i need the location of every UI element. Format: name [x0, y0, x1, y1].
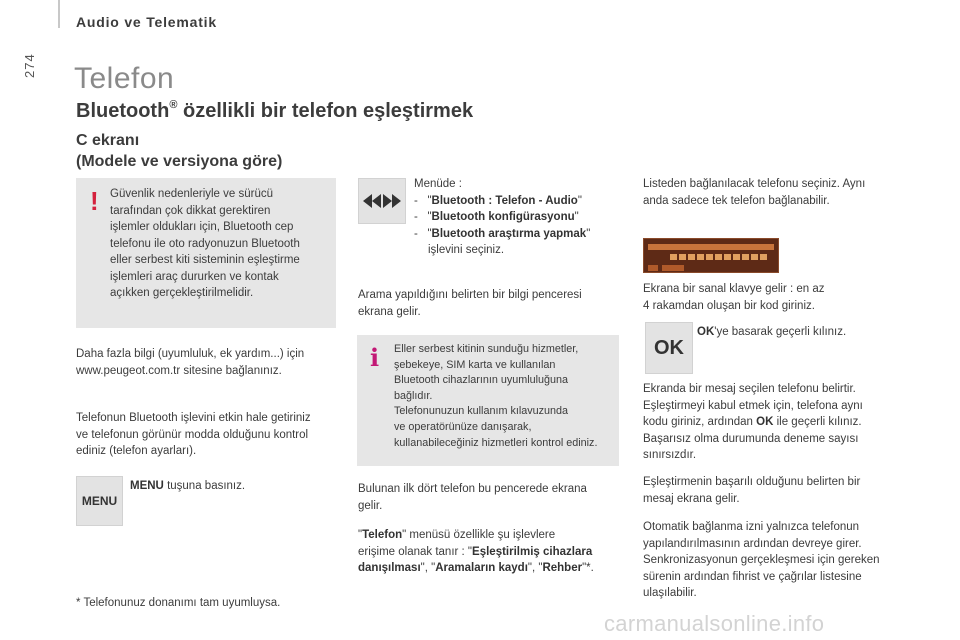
info-box-text: Eller serbest kitinin sunduğu hizmetler, şebekeye, SIM karta ve kullanılan Bluetooth cihazlarının uyumluluğuna bağlıdır. Telefonunuzun kullanım kılavuzunda ve operatörünüze danışarak, kullanabileceğiniz hizmetleri kontrol ediniz.	[394, 343, 598, 449]
side-rule	[58, 0, 60, 28]
success-paragraph: Eşleştirmenin başarılı olduğunu belirten bir mesaj ekrana gelir.	[643, 476, 861, 505]
ok-instruction: OK'ye basarak geçerli kılınız.	[697, 326, 847, 338]
info-paragraph: Daha fazla bilgi (uyumluluk, ek yardım...) için www.peugeot.com.tr sitesine bağlanınız.	[76, 348, 305, 377]
info-icon: i	[370, 343, 380, 372]
auto-connect-paragraph: Otomatik bağlanma izni yalnızca telefonun yapılandırılmasının ardından devreye girer. Senkronizasyonun gerçekleşmesi için gereken sürenin ardından fihrist ve çağrılar listesine ulaşılabilir.	[643, 521, 880, 599]
search-paragraph: Arama yapıldığını belirten bir bilgi penceresi ekrana gelir.	[358, 289, 582, 318]
activate-paragraph: Telefonun Bluetooth işlevini etkin hale getiriniz ve telefonun görünür modda olduğunu kontrol ediniz (telefon ayarları).	[76, 412, 311, 457]
screen-heading: C ekranı (Modele ve versiyona göre)	[76, 132, 283, 170]
watermark: carmanualsonline.info	[604, 611, 825, 636]
message-paragraph: Ekranda bir mesaj seçilen telefonu belirtir. Eşleştirmeyi kabul etmek için, telefona aynı kodu giriniz, ardından OK ile geçerli kılınız. Başarısız olma durumunda deneme sayısı sınırsızdır.	[643, 383, 863, 461]
keyboard-paragraph: Ekrana bir sanal klavye gelir : en az 4 rakamdan oluşan bir kod giriniz.	[643, 283, 825, 312]
exclamation-icon: !	[90, 186, 99, 216]
menu-steps: Menüde : - "Bluetooth : Telefon - Audio" - "Bluetooth konfigürasyonu" - "Bluetooth araştırma yapmak" işlevini seçiniz.	[414, 178, 591, 256]
telefon-menu-paragraph: "Telefon" menüsü özellikle şu işlevlere erişime olanak tanır : "Eşleştirilmiş cihazlara danışılması", "Aramaların kaydı", "Rehber"*.	[358, 529, 594, 574]
found-paragraph: Bulunan ilk dört telefon bu pencerede ekrana gelir.	[358, 483, 587, 512]
section-header: Audio ve Telematik	[76, 14, 217, 30]
double-arrow-icon	[358, 178, 406, 224]
page-number: 274	[22, 53, 37, 78]
footnote: * Telefonunuz donanımı tam uyumluysa.	[76, 597, 281, 609]
virtual-keyboard-screen-image	[643, 238, 779, 273]
warning-text: Güvenlik nedenleriyle ve sürücü tarafından çok dikkat gerektiren işlemler oldukları için, Bluetooth cep telefonu ile oto radyonuzun Bluetooth eller serbest kiti sisteminin eşleştirme işlemleri araç dururken ve kontak açıkken gerçekleştirilmelidir.	[110, 188, 300, 299]
menu-key-image: MENU	[76, 476, 123, 526]
ok-key-image: OK	[645, 322, 693, 374]
page-title: Telefon	[74, 62, 175, 95]
select-paragraph: Listeden bağlanılacak telefonu seçiniz. Aynı anda sadece tek telefon bağlanabilir.	[643, 178, 866, 207]
menu-instruction: MENU tuşuna basınız.	[130, 480, 246, 492]
section-subtitle: Bluetooth® özellikli bir telefon eşleştirmek	[76, 99, 474, 122]
